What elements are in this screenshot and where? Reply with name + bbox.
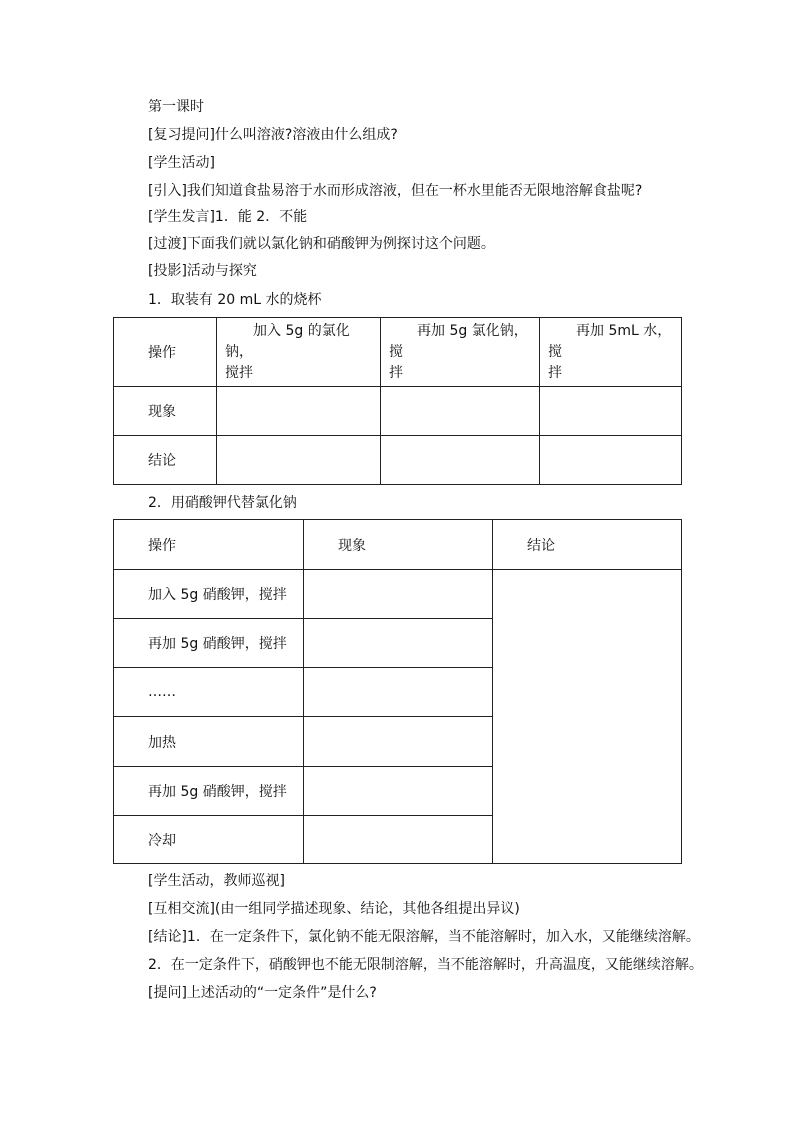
col-header-add-more-nacl bbox=[381, 318, 540, 387]
phenomenon-cell bbox=[304, 717, 493, 767]
kno3-experiment-table bbox=[113, 519, 682, 864]
table-cell bbox=[540, 436, 682, 485]
phenomenon-cell bbox=[304, 816, 493, 864]
row-header-conclusion: 结论 bbox=[114, 436, 217, 485]
header-conclusion: 结论 bbox=[493, 520, 682, 570]
step1-label: 1．取装有 20 mL 水的烧杯 bbox=[148, 292, 322, 308]
operation-cell: 加入 5g 硝酸钾，搅拌 bbox=[114, 570, 304, 619]
phenomenon-cell bbox=[304, 570, 493, 619]
col-header-add-nacl bbox=[217, 318, 381, 387]
operation-cell: 冷却 bbox=[114, 816, 304, 864]
row-header-operation: 操作 bbox=[114, 318, 217, 387]
step2-label: 2．用硝酸钾代替氯化钠 bbox=[148, 495, 297, 511]
col-header-line: 拌 bbox=[389, 364, 403, 381]
review-question: [复习提问]什么叫溶液?溶液由什么组成? bbox=[148, 127, 398, 143]
phenomenon-cell bbox=[304, 767, 493, 816]
table-cell bbox=[540, 387, 682, 436]
table-cell bbox=[217, 436, 381, 485]
phenomenon-cell bbox=[304, 668, 493, 717]
col-header-line: 拌 bbox=[548, 364, 562, 381]
conclusion-2: 2．在一定条件下，硝酸钾也不能无限制溶解，当不能溶解时，升高温度，又能继续溶解。 bbox=[148, 957, 703, 973]
conclusion-cell bbox=[493, 570, 682, 864]
table-row bbox=[114, 436, 682, 485]
student-answer-text: [学生发言]1．能 2．不能 bbox=[148, 209, 308, 225]
question-condition: [提问]上述活动的“一定条件”是什么? bbox=[148, 985, 377, 1001]
phenomenon-cell bbox=[304, 619, 493, 668]
conclusion-1: [结论]1．在一定条件下，氯化钠不能无限溶解，当不能溶解时，加入水，又能继续溶解。 bbox=[148, 929, 700, 945]
operation-cell: 加热 bbox=[114, 717, 304, 767]
projection-label: [投影]活动与探究 bbox=[148, 263, 257, 279]
table-row bbox=[114, 570, 682, 619]
col-header-line: 加入 5g 的氯化钠， bbox=[225, 322, 350, 360]
lesson-title: 第一课时 bbox=[148, 99, 204, 115]
table-row bbox=[114, 520, 682, 570]
col-header-line: 再加 5mL 水，搅 bbox=[548, 322, 672, 360]
table-row bbox=[114, 387, 682, 436]
student-activity-patrol: [学生活动，教师巡视] bbox=[148, 873, 285, 889]
student-activity-label: [学生活动] bbox=[148, 155, 215, 171]
row-header-phenomenon: 现象 bbox=[114, 387, 217, 436]
col-header-add-water bbox=[540, 318, 682, 387]
table-cell bbox=[217, 387, 381, 436]
nacl-experiment-table bbox=[113, 317, 682, 485]
col-header-line: 再加 5g 氯化钠，搅 bbox=[389, 322, 528, 360]
col-header-line: 搅拌 bbox=[225, 364, 253, 381]
transition-text: [过渡]下面我们就以氯化钠和硝酸钾为例探讨这个问题。 bbox=[148, 236, 495, 252]
introduction-text: [引入]我们知道食盐易溶于水而形成溶液，但在一杯水里能否无限地溶解食盐呢? bbox=[148, 183, 643, 199]
table-cell bbox=[381, 436, 540, 485]
header-phenomenon: 现象 bbox=[304, 520, 493, 570]
header-operation: 操作 bbox=[114, 520, 304, 570]
table-cell bbox=[381, 387, 540, 436]
exchange-text: [互相交流](由一组同学描述现象、结论，其他各组提出异议) bbox=[148, 901, 520, 917]
operation-cell: 再加 5g 硝酸钾，搅拌 bbox=[114, 619, 304, 668]
table-row bbox=[114, 318, 682, 387]
operation-cell: 再加 5g 硝酸钾，搅拌 bbox=[114, 767, 304, 816]
operation-cell: …… bbox=[114, 668, 304, 717]
